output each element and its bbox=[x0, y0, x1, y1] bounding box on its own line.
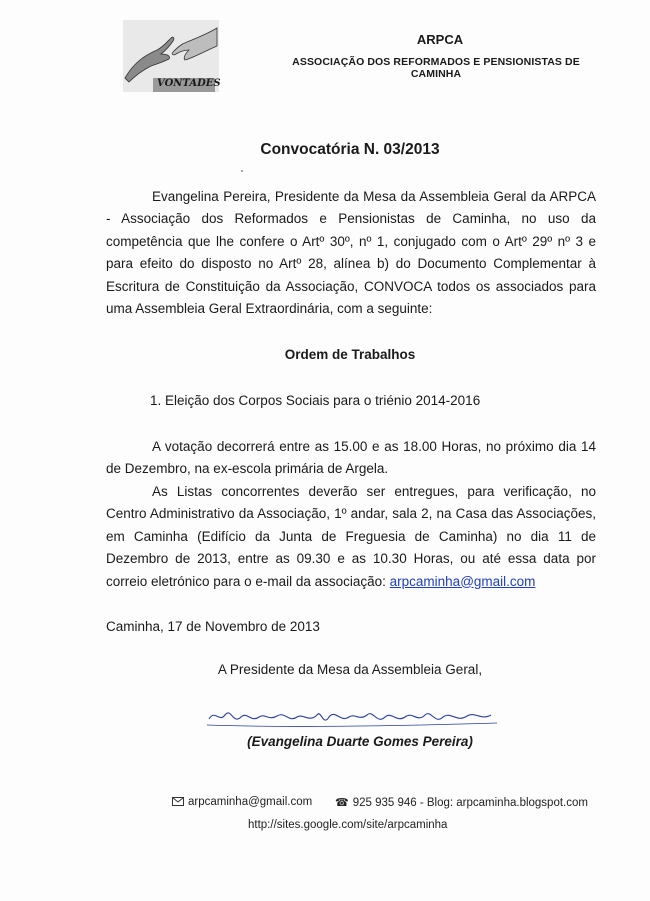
convocation-paragraph: Evangelina Pereira, Presidente da Mesa da Assembleia Geral da ARPCA - Associação dos Reformados e Pensionistas de Caminha, no uso da competência que lhe confere o Artº 30º, nº 1, conjugado com o Artº 29º nº 3 e para efeito do disposto no Artº 28, alínea b) do Documento Complementar à Escritura de Constituição da Associação, CONVOCA todos os associados para uma Assembleia Geral Extraordinária, com a seguinte: bbox=[106, 189, 596, 317]
footer-phone-blog-text: 925 935 946 - Blog: arpcaminha.blogspot.com bbox=[352, 797, 588, 809]
association-email-link[interactable]: arpcaminha@gmail.com bbox=[389, 573, 536, 589]
envelope-icon bbox=[172, 797, 184, 806]
lists-paragraph bbox=[106, 481, 596, 593]
footer-phone-blog bbox=[335, 796, 588, 809]
logo-text: VONTADES bbox=[157, 78, 221, 89]
scan-speck bbox=[241, 170, 243, 172]
signature-scribble-icon bbox=[205, 703, 505, 733]
footer-email bbox=[172, 796, 312, 808]
agenda-item-1: 1. Eleição dos Corpos Sociais para o triénio 2014-2016 bbox=[150, 393, 481, 408]
handwritten-signature bbox=[205, 703, 505, 733]
signatory-name: (Evangelina Duarte Gomes Pereira) bbox=[247, 734, 473, 749]
signatory-role: A Presidente da Mesa da Assembleia Geral, bbox=[217, 662, 483, 677]
footer-site[interactable]: http://sites.google.com/site/arpcaminha bbox=[248, 819, 448, 831]
footer-email-text[interactable]: arpcaminha@gmail.com bbox=[188, 796, 313, 808]
org-full-name: ASSOCIAÇÃO DOS REFORMADOS E PENSIONISTAS DE CAMINHA bbox=[292, 56, 580, 80]
lists-paragraph-text: As Listas concorrentes deverão ser entregues, para verificação, no Centro Administrativo da Associação, 1º andar, sala 2, na Casa das Associações, em Caminha (Edifício da Junta de Freguesia de Caminha) no dia 11 de Dezembro de 2013, entre as 09.30 e as 10.30 Horas, ou até essa data por correio eletrónico para o e-mail da associação: bbox=[106, 484, 596, 589]
phone-icon: ☎ bbox=[335, 797, 349, 809]
agenda-heading: Ordem de Trabalhos bbox=[284, 347, 416, 362]
place-date: Caminha, 17 de Novembro de 2013 bbox=[106, 619, 320, 634]
voting-paragraph: A votação decorrerá entre as 15.00 e as 18.00 Horas, no próximo dia 14 de Dezembro, na ex-escola primária de Argela. bbox=[106, 439, 596, 477]
document-title: Convocatória N. 03/2013 bbox=[260, 141, 440, 158]
org-short-name: ARPCA bbox=[416, 32, 464, 47]
vontades-logo bbox=[123, 20, 219, 92]
